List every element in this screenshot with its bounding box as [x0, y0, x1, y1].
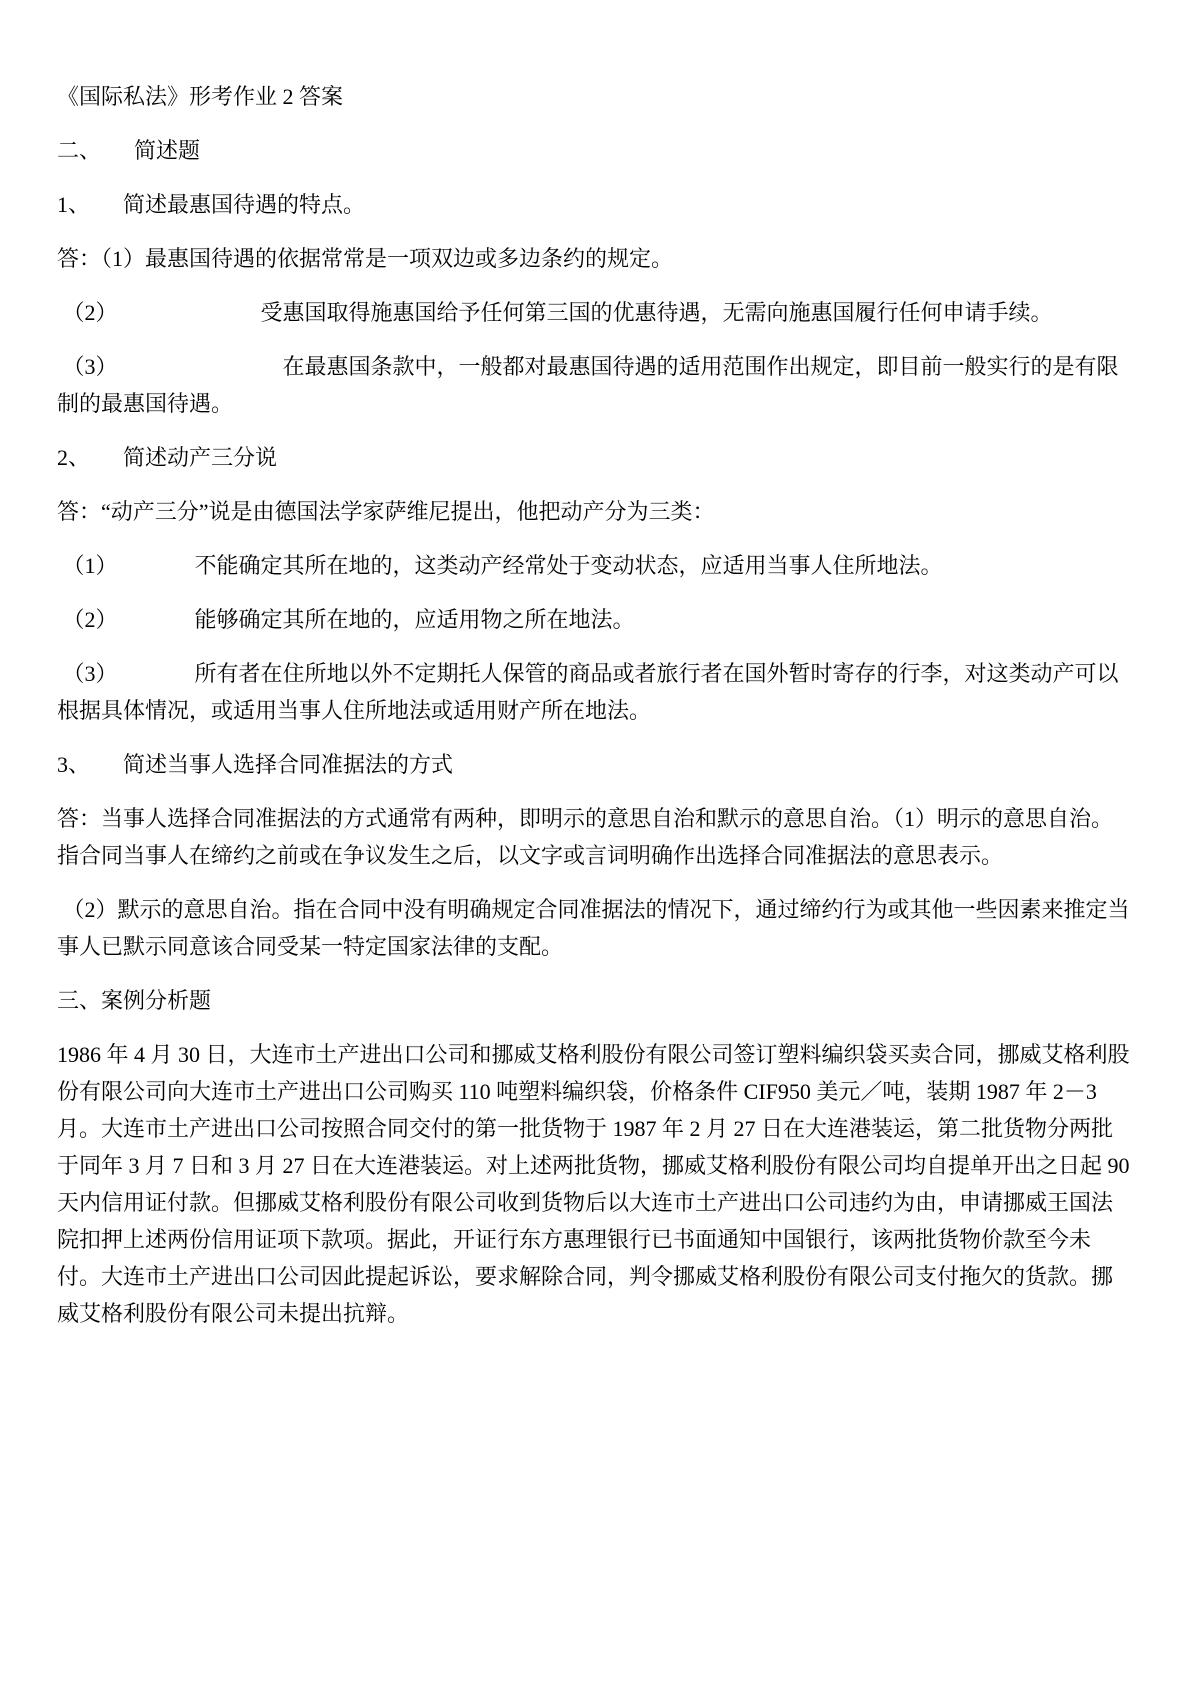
answer-3-part-2: （2）默示的意思自治。指在合同中没有明确规定合同准据法的情况下，通过缔约行为或其他一些因素来推定当事人已默示同意该合同受某一特定国家法律的支配。 [57, 897, 1130, 959]
answer-1-point-3: （3） 在最惠国条款中，一般都对最惠国待遇的适用范围作出规定，即目前一般实行的是有限制的最惠国待遇。 [57, 354, 1119, 416]
document-title: 《国际私法》形考作业 2 答案 [57, 84, 344, 109]
section-shortanswer-heading: 二、 简述题 [57, 138, 201, 163]
case-analysis-text: 1986 年 4 月 30 日，大连市土产进出口公司和挪威艾格利股份有限公司签订塑料编织袋买卖合同，挪威艾格利股份有限公司向大连市土产进出口公司购买 110 吨塑料编织袋，价格条件 CIF950 美元／吨，装期 1987 年 2－3 月。大连市土产进出口公司按照合同交付的第一批货物于 1987 年 2 月 27 日在大连港装运，第二批货物分两批于同年 3 月 7 日和 3 月 27 日在大连港装运。对上述两批货物，挪威艾格利股份有限公司均自提单开出之日起 90 天内信用证付款。但挪威艾格利股份有限公司收到货物后以大连市土产进出口公司违约为由，申请挪威王国法院扣押上述两份信用证项下款项。据此，开证行东方惠理银行已书面通知中国银行，该两批货物价款至今未付。大连市土产进出口公司因此提起诉讼，要求解除合同，判令挪威艾格利股份有限公司支付拖欠的货款。挪威艾格利股份有限公司未提出抗辩。 [57, 1042, 1136, 1326]
section-case-analysis-heading: 三、案例分析题 [57, 988, 212, 1013]
answer-2-point-1: （1） 不能确定其所在地的，这类动产经常处于变动状态，应适用当事人住所地法。 [57, 553, 943, 578]
question-3-heading: 3、 简述当事人选择合同准据法的方式 [57, 752, 454, 777]
answer-1-point-2: （2） 受惠国取得施惠国给予任何第三国的优惠待遇，无需向施惠国履行任何申请手续。 [57, 300, 1053, 325]
answer-1-point-1: 答：（1）最惠国待遇的依据常常是一项双边或多边条约的规定。 [57, 246, 674, 271]
question-2-heading: 2、 简述动产三分说 [57, 445, 278, 470]
answer-3-part-1: 答：当事人选择合同准据法的方式通常有两种，即明示的意思自治和默示的意思自治。（1）明示的意思自治。指合同当事人在缔约之前或在争议发生之后，以文字或言词明确作出选择合同准据法的意思表示。 [57, 806, 1114, 868]
answer-2-intro: 答：“动产三分”说是由德国法学家萨维尼提出，他把动产分为三类： [57, 499, 715, 524]
question-1-heading: 1、 简述最惠国待遇的特点。 [57, 192, 366, 217]
answer-2-point-3: （3） 所有者在住所地以外不定期托人保管的商品或者旅行者在国外暂时寄存的行李，对这类动产可以根据具体情况，或适用当事人住所地法或适用财产所在地法。 [57, 661, 1119, 723]
answer-2-point-2: （2） 能够确定其所在地的，应适用物之所在地法。 [57, 607, 635, 632]
